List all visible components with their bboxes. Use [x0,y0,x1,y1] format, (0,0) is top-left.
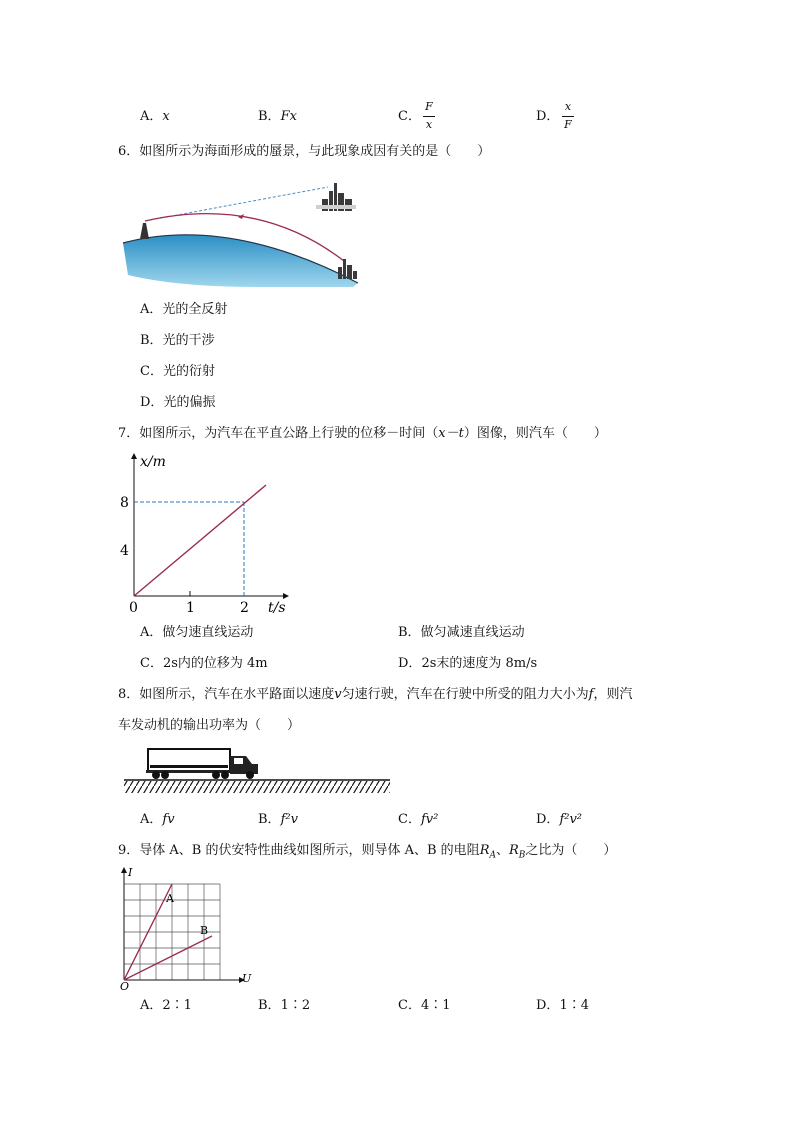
q5-option-d-denominator: F [564,118,572,131]
q9-option-c: C．4∶1 [398,998,451,1013]
x-tick-2: 2 [240,600,249,616]
q5-option-d-numerator: x [564,100,572,113]
real-city-icon [338,259,357,279]
mirage-city-icon [316,183,356,211]
xt-graph [116,452,296,617]
q5-option-c: C． [398,109,421,124]
q8-option-c: C．fv² [398,812,439,827]
y-tick-8: 8 [120,495,129,511]
q8-stem-line1: 8．如图所示，汽车在水平路面以速度v匀速行驶，汽车在行驶中所受的阻力大小为f，则汽 [118,687,633,702]
q8-stem-line2: 车发动机的输出功率为（ ） [118,718,301,733]
q7-option-b: B．做匀减速直线运动 [398,625,525,640]
q6-option-d: D．光的偏振 [140,395,216,410]
q9-option-b: B．1∶2 [258,998,311,1013]
q8-option-d: D．f²v² [536,812,583,827]
q9-option-a: A．2∶1 [140,998,192,1013]
sea-surface [123,235,358,287]
q8-option-b: B．f²v [258,812,298,827]
q5-option-d: D． [536,109,560,124]
q6-option-c: C．光的衍射 [140,364,215,379]
q7-option-c: C．2s内的位移为 4m [140,656,268,671]
q6-stem: 6．如图所示为海面形成的蜃景，与此现象成因有关的是（ ） [118,144,491,159]
q5-option-c-denominator: x [425,118,433,131]
fraction-bar [562,116,574,117]
observer-icon [140,223,149,239]
iu-graph [116,866,256,994]
i-label: I [128,866,133,879]
line-a-label: A [166,892,174,905]
q7-option-d: D．2s末的速度为 8m/s [398,656,538,671]
q6-option-b: B．光的干涉 [140,333,215,348]
q5-option-c-numerator: F [425,100,433,113]
x-tick-1-label: 1 [186,600,195,616]
q8-option-a: A．fv [140,812,175,827]
q5-option-b: B．Fx [258,109,297,124]
q9-stem: 9．导体 A、B 的伏安特性曲线如图所示，则导体 A、B 的电阻$R_A$、$R_B$之比为（ ） [118,843,617,861]
q7-option-a: A．做匀速直线运动 [140,625,254,640]
x-tick-0: 0 [129,600,138,616]
u-label: U [242,972,252,985]
x-label: t/s [268,600,286,616]
origin-label: O [120,980,130,993]
q5-option-a: A．x [140,109,170,124]
line-b [124,936,212,980]
line-b-label: B [200,924,209,937]
mirage-figure [118,175,363,287]
y-label: x/m [140,454,166,470]
road-hatch [124,781,390,793]
fraction-bar [423,116,435,117]
truck-figure [124,746,390,798]
q7-stem: 7．如图所示，为汽车在平直公路上行驶的位移－时间（x－t）图像，则汽车（ ） [118,426,607,441]
y-tick-4: 4 [120,543,129,559]
q6-option-a: A．光的全反射 [140,302,228,317]
truck-icon [146,749,258,779]
q9-option-d: D．1∶4 [536,998,589,1013]
